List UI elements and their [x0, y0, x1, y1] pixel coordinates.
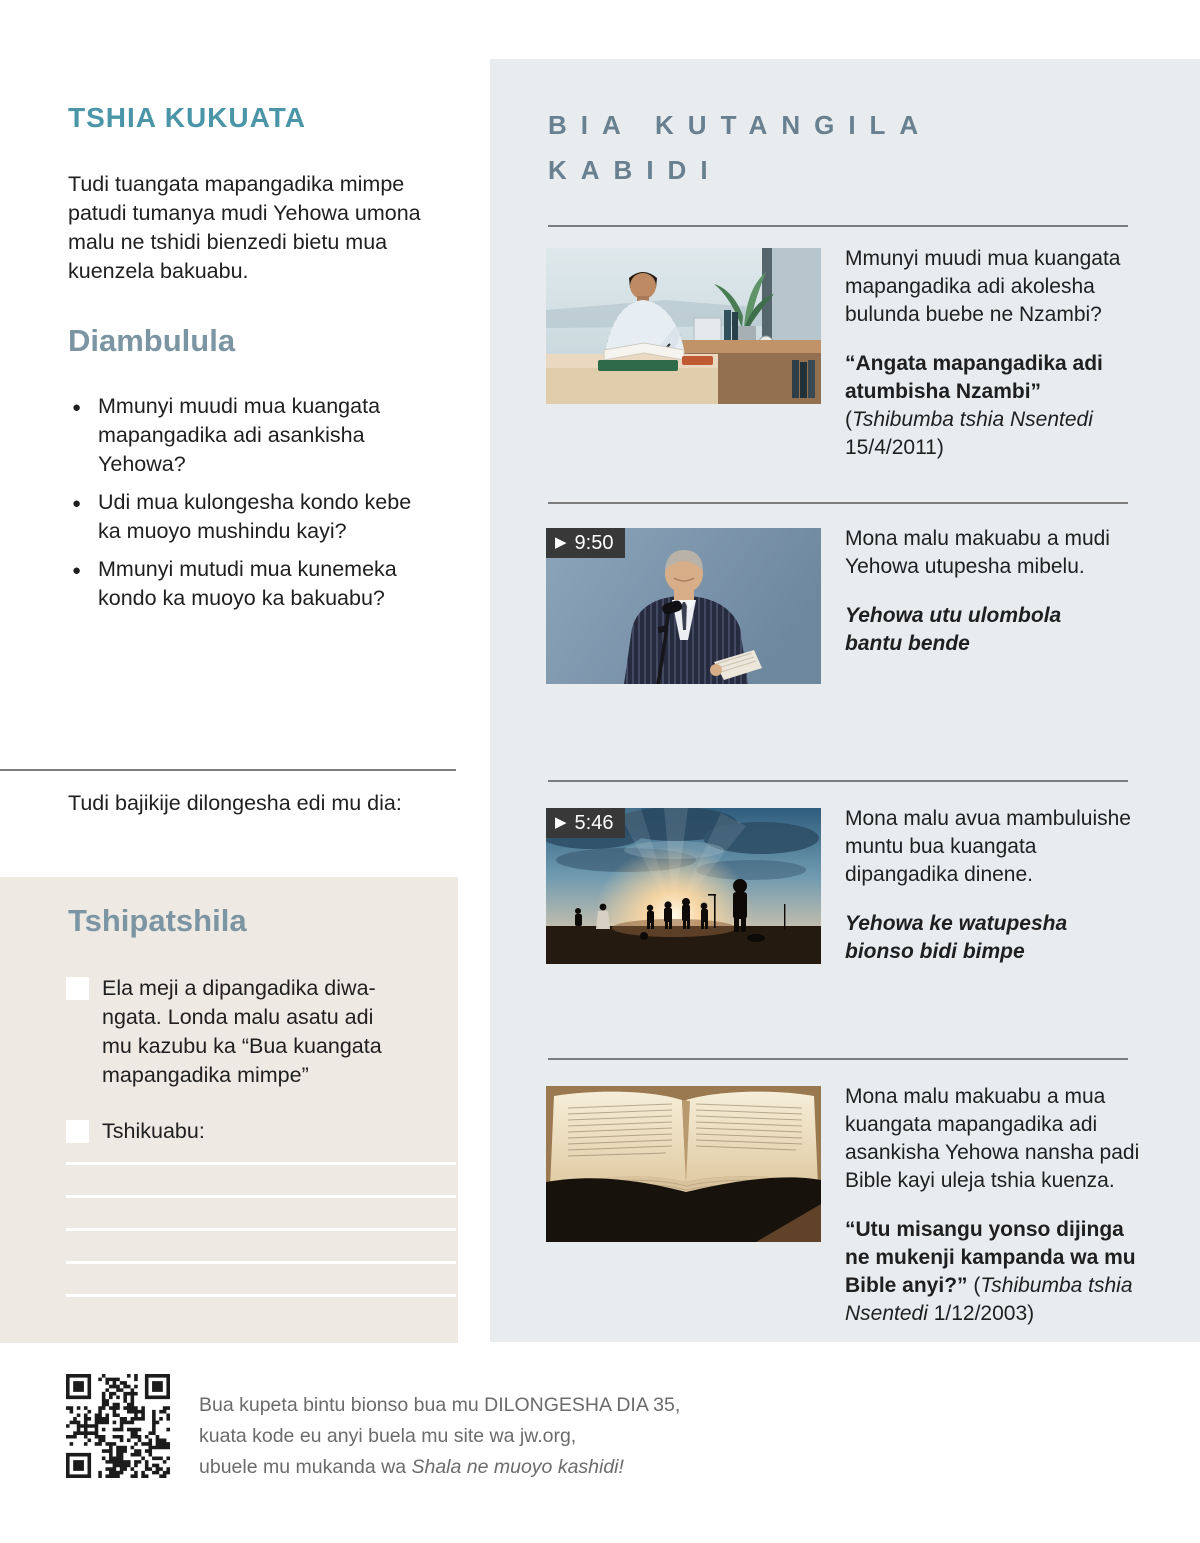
discussion-question	[68, 392, 428, 479]
section-divider	[548, 1058, 1128, 1060]
footer-line-2: kuata kode eu anyi buela mu site wa jw.org,	[199, 1425, 577, 1447]
video-duration-badge	[546, 808, 625, 838]
write-in-lines	[66, 1162, 456, 1327]
section-text	[845, 1083, 1140, 1349]
section-text	[845, 245, 1140, 483]
goal-item-text: Tshikuabu:	[102, 1119, 205, 1143]
goal-checkbox[interactable]	[66, 1120, 89, 1143]
play-icon: ▶	[555, 814, 567, 831]
panel-heading: BIA KUTANGILA KABIDI	[548, 110, 933, 185]
section-description: Mona malu makuabu a mua kuangata mapangadika adi asankisha Yehowa nansha padi Bible kayi uleja tshia kuenza.	[845, 1085, 1140, 1192]
write-in-line[interactable]	[66, 1162, 456, 1165]
goal-item-text: Ela meji a dipangadika diwa-ngata. Londa malu asatu adi mu kazubu ka “Bua kuangata mapangadika mimpe”	[102, 976, 382, 1087]
goal-checkbox[interactable]	[66, 977, 89, 1000]
write-in-line[interactable]	[66, 1228, 456, 1231]
section-divider	[548, 502, 1128, 504]
section-description: Mona malu makuabu a mudi Yehowa utupesha mibelu.	[845, 527, 1110, 578]
study-photo-thumbnail[interactable]	[546, 248, 821, 404]
write-in-line[interactable]	[66, 1195, 456, 1198]
discussion-question-list	[68, 392, 428, 622]
video-title: Yehowa ke watupesha bionso bidi bimpe	[845, 912, 1068, 963]
video-title: Yehowa utu ulombola bantu bende	[845, 604, 1062, 655]
play-icon: ▶	[555, 534, 567, 551]
man-studying-at-desk-image	[546, 248, 821, 404]
qr-code	[66, 1374, 170, 1478]
article-reference: “Utu misangu yonso dijinga ne mukenji kampanda wa mu Bible anyi?” (Tshibumba tshia Nsentedi 1/12/2003)	[845, 1218, 1136, 1325]
video-duration: 5:46	[574, 812, 614, 834]
bullet-icon: ●	[72, 562, 82, 579]
footer-note	[199, 1390, 759, 1483]
discussion-question	[68, 488, 428, 546]
page-title: TSHIA KUKUATA	[68, 102, 307, 133]
section-divider	[548, 225, 1128, 227]
section-description: Mmunyi muudi mua kuangata mapangadika adi akolesha bulunda buebe ne Nzambi?	[845, 247, 1121, 326]
video-thumbnail[interactable]	[546, 808, 821, 964]
video-thumbnail[interactable]	[546, 528, 821, 684]
bible-photo-thumbnail[interactable]	[546, 1086, 821, 1242]
question-text: Mmunyi mutudi mua kunemeka kondo ka muoyo ka bakuabu?	[98, 557, 397, 610]
video-duration: 9:50	[574, 532, 614, 554]
discussion-question	[68, 555, 428, 613]
intro-paragraph: Tudi tuangata mapangadika mimpe patudi tumanya mudi Yehowa umona malu ne tshidi bienzedi bietu mua kuenzela bakuabu.	[68, 172, 421, 283]
section-text	[845, 805, 1140, 987]
video-duration-badge	[546, 528, 625, 558]
book-title: Shala ne muoyo kashidi!	[411, 1456, 624, 1478]
section-text	[845, 525, 1140, 679]
goals-box	[0, 877, 458, 1343]
footer-line-3: ubuele mu mukanda wa Shala ne muoyo kashidi!	[199, 1456, 624, 1478]
write-in-line[interactable]	[66, 1294, 456, 1297]
footer-line-1: Bua kupeta bintu bionso bua mu DILONGESHA DIA 35,	[199, 1394, 681, 1416]
section-description: Mona malu avua mambuluishe muntu bua kuangata dipangadika dinene.	[845, 807, 1131, 886]
completion-note: Tudi bajikije dilongesha edi mu dia:	[68, 791, 402, 815]
discussion-heading: Diambulula	[68, 323, 236, 358]
question-text: Udi mua kulongesha kondo kebe ka muoyo mushindu kayi?	[98, 490, 412, 543]
goals-heading: Tshipatshila	[68, 903, 247, 938]
bullet-icon: ●	[72, 495, 82, 512]
write-in-line[interactable]	[66, 1261, 456, 1264]
article-reference: “Angata mapangadika adi atumbisha Nzambi” (Tshibumba tshia Nsentedi 15/4/2011)	[845, 352, 1103, 459]
review-panel	[490, 59, 1200, 1342]
open-bible-image	[546, 1086, 821, 1242]
left-column-divider	[0, 769, 456, 771]
bullet-icon: ●	[72, 399, 82, 416]
question-text: Mmunyi muudi mua kuangata mapangadika adi asankisha Yehowa?	[98, 394, 381, 476]
section-divider	[548, 780, 1128, 782]
